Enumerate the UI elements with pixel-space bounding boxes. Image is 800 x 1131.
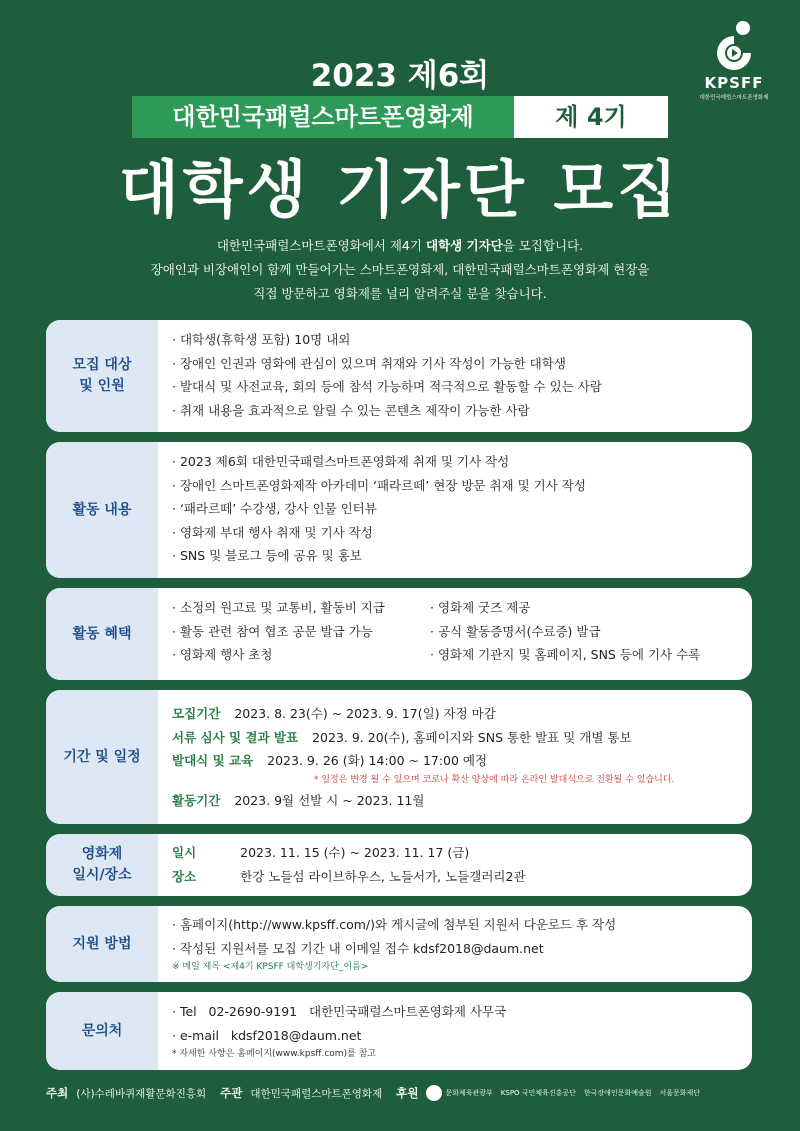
list-item: · 장애인 인권과 영화에 관심이 있으며 취재와 기사 작성이 가능한 대학생 bbox=[172, 352, 602, 376]
organizer: 대한민국패럴스마트폰영화제 bbox=[250, 1087, 383, 1100]
list-item: · 공식 활동증명서(수료증) 발급 bbox=[430, 620, 700, 644]
intro-line-2: 장애인과 비장애인이 함께 만들어가는 스마트폰영화제, 대한민국패럴스마트폰영화제 현장을 bbox=[150, 262, 650, 277]
section-label: 활동 내용 bbox=[46, 442, 158, 578]
list-item: · 장애인 스마트폰영화제작 아카데미 ‘패라르떼’ 현장 방문 취재 및 기사 작성 bbox=[172, 474, 586, 498]
festival-section bbox=[46, 834, 752, 896]
schedule-row: 발대식 및 교육 2023. 9. 26 (화) 14:00 ~ 17:00 예정 bbox=[172, 753, 488, 768]
list-item: · 작성된 지원서를 모집 기간 내 이메일 접수 kdsf2018@daum.net bbox=[172, 937, 616, 961]
schedule-note: * 일정은 변경 될 수 있으며 코로나 확산 양상에 따라 온라인 발대식으로 전환될 수 있습니다. bbox=[314, 774, 675, 785]
schedule-row: 서류 심사 및 결과 발표 2023. 9. 20(수), 홈페이지와 SNS 통한 발표 및 개별 통보 bbox=[172, 729, 632, 745]
list-item: · ‘패라르떼’ 수강생, 강사 인물 인터뷰 bbox=[172, 497, 586, 521]
schedule-section bbox=[46, 690, 752, 824]
generation-badge: 제 4기 bbox=[514, 96, 668, 138]
contact-note: * 자세한 사항은 홈페이지(www.kpsff.com)를 참고 bbox=[172, 1049, 377, 1059]
list-item: · 홈페이지(http://www.kpsff.com/)와 게시글에 첨부된 지원서 다운로드 후 작성 bbox=[172, 913, 616, 937]
section-label: 지원 방법 bbox=[46, 906, 158, 982]
list-item: · Tel 02-2690-9191 대한민국패럴스마트폰영화제 사무국 bbox=[172, 1000, 506, 1024]
activity-section bbox=[46, 442, 752, 578]
recruit-section bbox=[46, 320, 752, 432]
section-label: 문의처 bbox=[46, 992, 158, 1070]
list-item: · 영화제 기관지 및 홈페이지, SNS 등에 기사 수록 bbox=[430, 643, 700, 667]
sponsor-seoul-foundation: 서울문화재단 bbox=[659, 1089, 701, 1097]
schedule-row: 모집기간 2023. 8. 23(수) ~ 2023. 9. 17(일) 자정 마감 bbox=[172, 706, 496, 721]
section-label: 기간 및 일정 bbox=[46, 690, 158, 824]
sponsor-kspo: KSPO 국민체육진흥공단 bbox=[500, 1089, 576, 1097]
apply-section bbox=[46, 906, 752, 982]
section-label: 활동 혜택 bbox=[46, 588, 158, 680]
list-item: · 대학생(휴학생 포함) 10명 내외 bbox=[172, 328, 602, 352]
festival-name: 대한민국패럴스마트폰영화제 bbox=[132, 96, 514, 138]
contact-section bbox=[46, 992, 752, 1070]
list-item: · SNS 및 블로그 등에 공유 및 홍보 bbox=[172, 544, 586, 568]
intro-line-1: 대한민국패럴스마트폰영화에서 제4기 대학생 기자단을 모집합니다. bbox=[216, 238, 584, 253]
festival-date: 일시 2023. 11. 15 (수) ~ 2023. 11. 17 (금) bbox=[172, 845, 470, 860]
list-item: · 발대식 및 사전교육, 회의 등에 참석 가능하며 적극적으로 활동할 수 있는 사람 bbox=[172, 375, 602, 399]
host-label: 주최 bbox=[46, 1086, 69, 1100]
festival-place: 장소 한강 노들섬 라이브하우스, 노들서가, 노들갤러리2관 bbox=[172, 868, 526, 884]
intro-line-3: 직접 방문하고 영화제를 널리 알려주실 분을 찾습니다. bbox=[253, 286, 547, 301]
list-item: · 2023 제6회 대한민국패럴스마트폰영화제 취재 및 기사 작성 bbox=[172, 450, 586, 474]
list-item: · 취재 내용을 효과적으로 알릴 수 있는 콘텐츠 제작이 가능한 사람 bbox=[172, 399, 602, 423]
footer bbox=[46, 1085, 766, 1101]
list-item: · 영화제 굿즈 제공 bbox=[430, 596, 700, 620]
page-title: 대학생 기자단 모집 bbox=[118, 153, 682, 226]
benefit-section bbox=[46, 588, 752, 680]
list-item: · 영화제 부대 행사 취재 및 기사 작성 bbox=[172, 521, 586, 545]
section-label: 영화제 일시/장소 bbox=[46, 834, 158, 896]
list-item: · e-mail kdsf2018@daum.net bbox=[172, 1024, 506, 1048]
list-item: · 활동 관련 참여 협조 공문 발급 가능 bbox=[172, 620, 430, 644]
list-item: · 영화제 행사 초청 bbox=[172, 643, 430, 667]
apply-note: ※ 메일 제목 <제4기 KPSFF 대학생기자단_이름> bbox=[172, 962, 369, 972]
logo-name: KPSFF bbox=[704, 74, 764, 92]
sponsor-disability-arts: 한국장애인문화예술원 bbox=[583, 1089, 652, 1097]
list-item: · 소정의 원고료 및 교통비, 활동비 지급 bbox=[172, 596, 430, 620]
festival-banner bbox=[132, 96, 668, 138]
schedule-row: 활동기간 2023. 9월 선발 시 ~ 2023. 11월 bbox=[172, 792, 425, 808]
year-edition: 2023 제6회 bbox=[310, 58, 490, 94]
sponsor-mcst: 문화체육관광부 bbox=[426, 1085, 492, 1101]
intro-text bbox=[0, 234, 800, 306]
logo-subtitle: 대한민국패럴스마트폰영화제 bbox=[699, 95, 769, 101]
organizer-label: 주관 bbox=[220, 1086, 243, 1100]
section-label: 모집 대상 및 인원 bbox=[46, 320, 158, 432]
mcst-logo-icon bbox=[426, 1085, 442, 1101]
sponsor-label: 후원 bbox=[396, 1086, 419, 1100]
host: (사)수레바퀴재활문화진흥회 bbox=[76, 1087, 207, 1100]
